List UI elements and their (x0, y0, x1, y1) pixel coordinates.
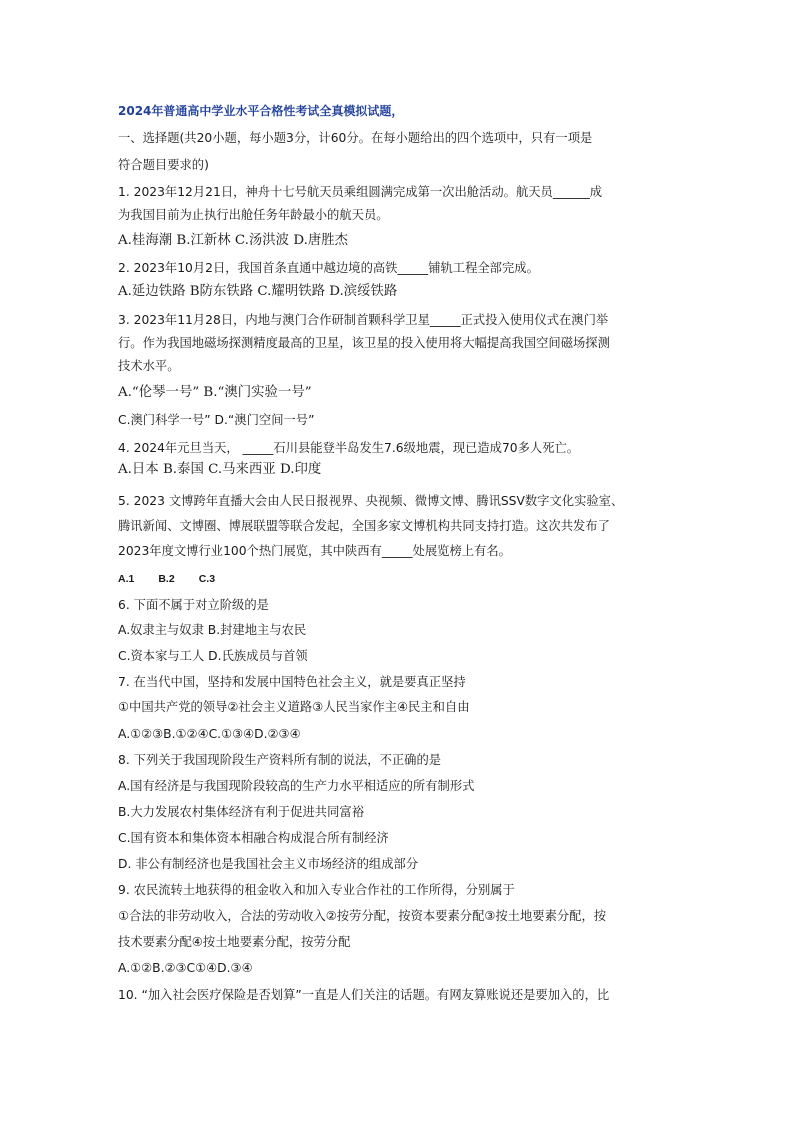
page-title: 2024年普通高中学业水平合格性考试全真模拟试题， (118, 104, 404, 118)
question-7-stem: 7. 在当代中国，坚持和发展中国特色社会主义，就是要真正坚持 (118, 675, 466, 689)
section-heading-cont: 符合题目要求的) (118, 158, 209, 172)
section-heading: 一、选择题(共20小题，每小题3分，计60分。在每小题给出的四个选项中，只有一项是 (118, 131, 593, 145)
option-b: B.2 (158, 573, 175, 585)
question-7-options: A.①②③B.①②④C.①③④D.②③④ (118, 727, 301, 741)
question-3-stem-cont2: 技术水平。 (118, 359, 180, 373)
question-5-stem: 5. 2023 文博跨年直播大会由人民日报视界、央视频、微博文博、腾讯SSV数字文化实验室、 (118, 494, 624, 508)
question-9-stem: 9. 农民流转土地获得的租金收入和加入专业合作社的工作所得，分别属于 (118, 883, 515, 897)
option-c: C.3 (198, 573, 216, 585)
question-6-options-ab: A.奴隶主与奴隶 B.封建地主与农民 (118, 623, 307, 637)
question-4-stem: 4. 2024年元旦当天， _____石川县能登半岛发生7.6级地震，现已造成70多人死亡。 (118, 441, 580, 455)
question-7-items: ①中国共产党的领导②社会主义道路③人民当家作主④民主和自由 (118, 700, 470, 714)
question-1-options: A.桂海潮 B.江新林 C.汤洪波 D.唐胜杰 (118, 233, 349, 248)
question-8-option-b: B.大力发展农村集体经济有利于促进共同富裕 (118, 805, 364, 819)
question-6-stem: 6. 下面不属于对立阶级的是 (118, 598, 269, 612)
question-3-stem-cont: 行。作为我国地磁场探测精度最高的卫星，该卫星的投入使用将大幅提高我国空间磁场探测 (118, 336, 610, 350)
question-9-items-cont: 技术要素分配④按土地要素分配，按劳分配 (118, 935, 351, 949)
question-4-options: A.日本 B.泰国 C.马来西亚 D.印度 (118, 462, 322, 477)
question-9-items: ①合法的非劳动收入，合法的劳动收入②按劳分配，按资本要素分配③按土地要素分配，按 (118, 909, 607, 923)
question-8-stem: 8. 下列关于我国现阶段生产资料所有制的说法，不正确的是 (118, 753, 442, 767)
question-5-stem-cont2: 2023年度文博行业100个热门展览，其中陕西有_____处展览榜上有名。 (118, 544, 511, 558)
question-9-options: A.①②B.②③C①④D.③④ (118, 961, 253, 975)
question-3-options-ab: A.“伦琴一号” B.“澳门实验一号” (118, 385, 312, 400)
option-a: A.1 (118, 573, 135, 585)
question-2-options: A.延边铁路 B防东铁路 C.耀明铁路 D.滨绥铁路 (118, 284, 398, 299)
question-1-stem: 1. 2023年12月21日，神舟十七号航天员乘组圆满完成第一次出舱活动。航天员______成 (118, 185, 603, 199)
question-1-stem-cont: 为我国目前为止执行出舱任务年龄最小的航天员。 (118, 208, 389, 222)
question-10-stem: 10. “加入社会医疗保险是否划算”一直是人们关注的话题。有网友算账说还是要加入的，比 (118, 988, 610, 1002)
question-2-stem: 2. 2023年10月2日，我国首条直通中越边境的高铁_____铺轨工程全部完成。 (118, 261, 539, 275)
question-8-option-a: A.国有经济是与我国现阶段较高的生产力水平相适应的所有制形式 (118, 779, 475, 793)
question-8-option-c: C.国有资本和集体资本相融合构成混合所有制经济 (118, 831, 389, 845)
question-5-options (118, 571, 239, 587)
question-6-options-cd: C.资本家与工人 D.氏族成员与首领 (118, 649, 308, 663)
question-3-options-cd: C.澳门科学一号” D.“澳门空间一号” (118, 413, 315, 427)
question-3-stem: 3. 2023年11月28日，内地与澳门合作研制首颗科学卫星_____正式投入使用仪式在澳门举 (118, 313, 609, 327)
question-8-option-d: D. 非公有制经济也是我国社会主义市场经济的组成部分 (118, 857, 419, 871)
question-5-stem-cont: 腾讯新闻、文博圈、博展联盟等联合发起，全国多家文博机构共同支持打造。这次共发布了 (118, 519, 610, 533)
